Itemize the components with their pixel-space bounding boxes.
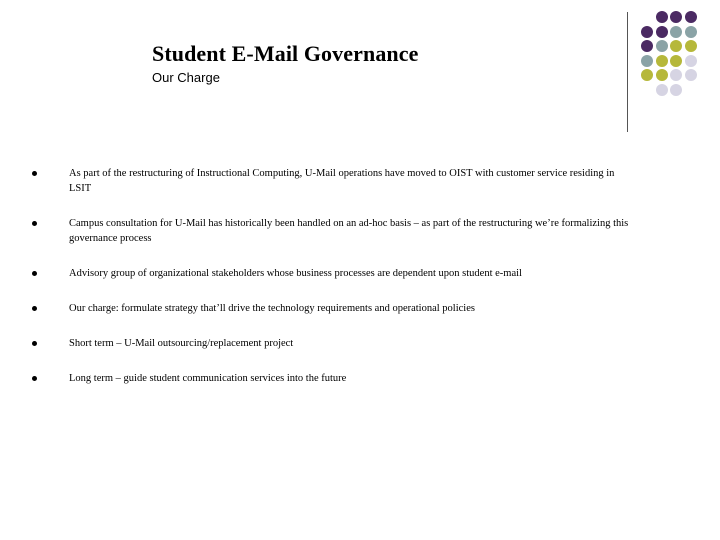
decorative-dot-grid <box>0 0 720 140</box>
bullet-marker <box>32 341 37 346</box>
bullet-marker <box>32 221 37 226</box>
bullet-marker <box>32 171 37 176</box>
decorative-dot <box>670 26 682 38</box>
decorative-dot <box>656 55 668 67</box>
bullet-marker <box>32 271 37 276</box>
decorative-dot <box>641 69 653 81</box>
bullet-text: As part of the restructuring of Instructional Computing, U-Mail operations have moved to OIST with customer service residing in LSIT <box>69 168 615 194</box>
decorative-dot <box>641 40 653 52</box>
decorative-dot <box>685 26 697 38</box>
decorative-dot <box>656 11 668 23</box>
slide-title: Student E-Mail Governance <box>152 41 419 66</box>
bullet-marker <box>32 376 37 381</box>
decorative-dot <box>670 11 682 23</box>
decorative-dot <box>656 84 668 96</box>
decorative-dot <box>670 55 682 67</box>
bullet-marker <box>32 306 37 311</box>
decorative-dot <box>656 69 668 81</box>
decorative-dot <box>641 55 653 67</box>
bullet-text: Our charge: formulate strategy that’ll drive the technology requirements and operational policies <box>69 303 475 314</box>
decorative-dot <box>641 26 653 38</box>
decorative-dot <box>685 40 697 52</box>
decorative-dot <box>685 55 697 67</box>
decorative-dot <box>685 11 697 23</box>
bullet-text: Advisory group of organizational stakeholders whose business processes are dependent upon student e-mail <box>69 268 522 279</box>
bullet-text: Long term – guide student communication services into the future <box>69 373 347 384</box>
bullet-text: Short term – U-Mail outsourcing/replacement project <box>69 338 294 349</box>
decorative-dot <box>685 69 697 81</box>
decorative-dot <box>670 84 682 96</box>
decorative-dot <box>670 69 682 81</box>
bullet-text: Campus consultation for U-Mail has historically been handled on an ad-hoc basis – as part of the restructuring we’re formalizing this governance process <box>69 218 629 244</box>
decorative-dot <box>656 26 668 38</box>
slide-subtitle: Our Charge <box>152 70 220 85</box>
decorative-dot <box>670 40 682 52</box>
decorative-dot <box>656 40 668 52</box>
decorative-divider-line <box>627 12 628 132</box>
